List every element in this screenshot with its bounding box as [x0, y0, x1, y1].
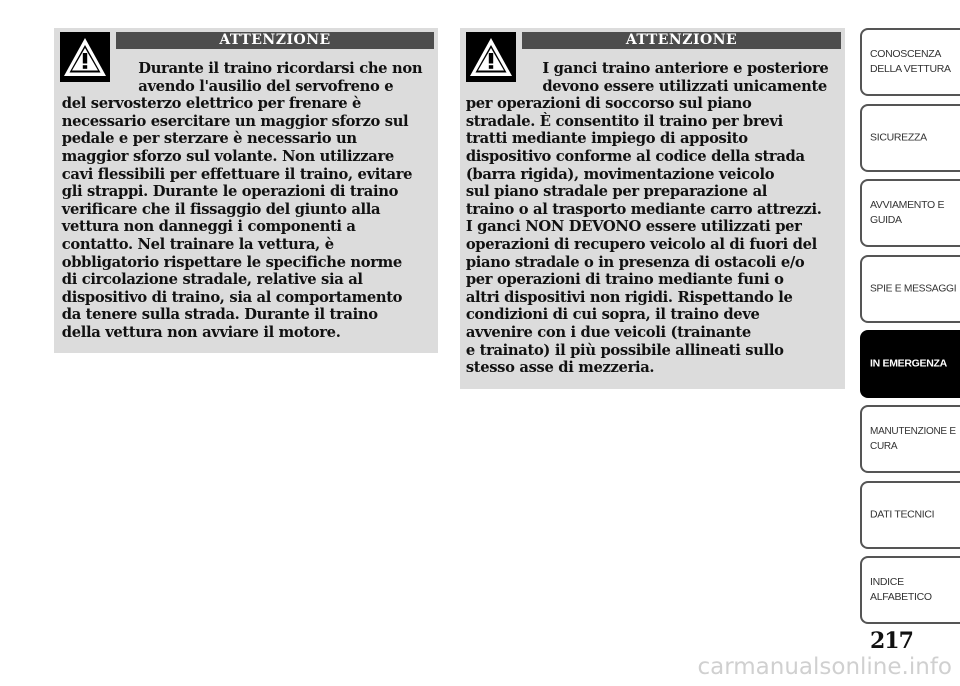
tab-label: SPIE E MESSAGGI — [870, 282, 957, 295]
warning-text: Durante il traino ricordarsi che non avendo l'ausilio del servofreno e del servosterzo elettrico per frenare è necessario esercitare un maggior sforzo sul pedale e per sterzare è necessario un maggior sforzo sul volante. Non utilizzare cavi flessibili per effettuare il traino, evitare gli strappi. Durante le operazioni di traino verificare che il fissaggio del giunto alla vettura non danneggi i componenti a contatto. Nel trainare la vettura, è obbligatorio rispettare le specifiche norme di circolazione stradale, relative sia al dispositivo di traino, sia al comportamento da tenere sulla strada. Durante il traino della vettura non avviare il motore. — [61, 59, 423, 341]
tab-label: INDICE ALFABETICO — [870, 576, 932, 603]
tab-label: AVVIAMENTO E GUIDA — [870, 199, 945, 226]
warning-heading: ATTENZIONE — [522, 32, 841, 49]
page-number: 217 — [870, 628, 913, 654]
tab-label: MANUTENZIONE E CURA — [870, 425, 956, 452]
warning-box-right — [460, 28, 845, 389]
tab-avviamento-e-guida[interactable] — [860, 179, 960, 247]
tab-label: CONOSCENZA DELLA VETTURA — [870, 48, 951, 75]
tab-label: DATI TECNICI — [870, 508, 935, 521]
tab-spie-e-messaggi[interactable] — [860, 255, 960, 323]
warning-text: I ganci traino anteriore e posteriore devono essere utilizzati unicamente per operazioni di soccorso sul piano stradale. È consentito il traino per brevi tratti mediante impiego di apposito dispositivo conforme al codice della strada (barra rigida), movimentazione veicolo sul piano stradale per preparazione al traino o al trasporto mediante carro attrezzi. I ganci NON DEVONO essere utilizzati per operazioni di recupero veicolo al di fuori del piano stradale o in presenza di ostacoli e/o per operazioni di traino mediante funi o altri dispositivi non rigidi. Rispettando le condizioni di cui sopra, il traino deve avvenire con i due veicoli (trainante e trainato) il più possibile allineati sullo stesso asse di mezzeria. — [465, 59, 829, 377]
tab-sicurezza[interactable] — [860, 104, 960, 172]
tab-in-emergenza[interactable] — [860, 330, 960, 398]
tab-dati-tecnici[interactable] — [860, 481, 960, 549]
warning-box-left — [54, 28, 438, 353]
watermark: carmanualsonline.info — [697, 654, 952, 680]
warning-heading: ATTENZIONE — [116, 32, 434, 49]
tab-conoscenza-della-vettura[interactable] — [860, 28, 960, 96]
tab-manutenzione-e-cura[interactable] — [860, 405, 960, 473]
tab-label: SICUREZZA — [870, 131, 927, 144]
tab-indice-alfabetico[interactable] — [860, 556, 960, 624]
tab-label: IN EMERGENZA — [870, 357, 947, 370]
